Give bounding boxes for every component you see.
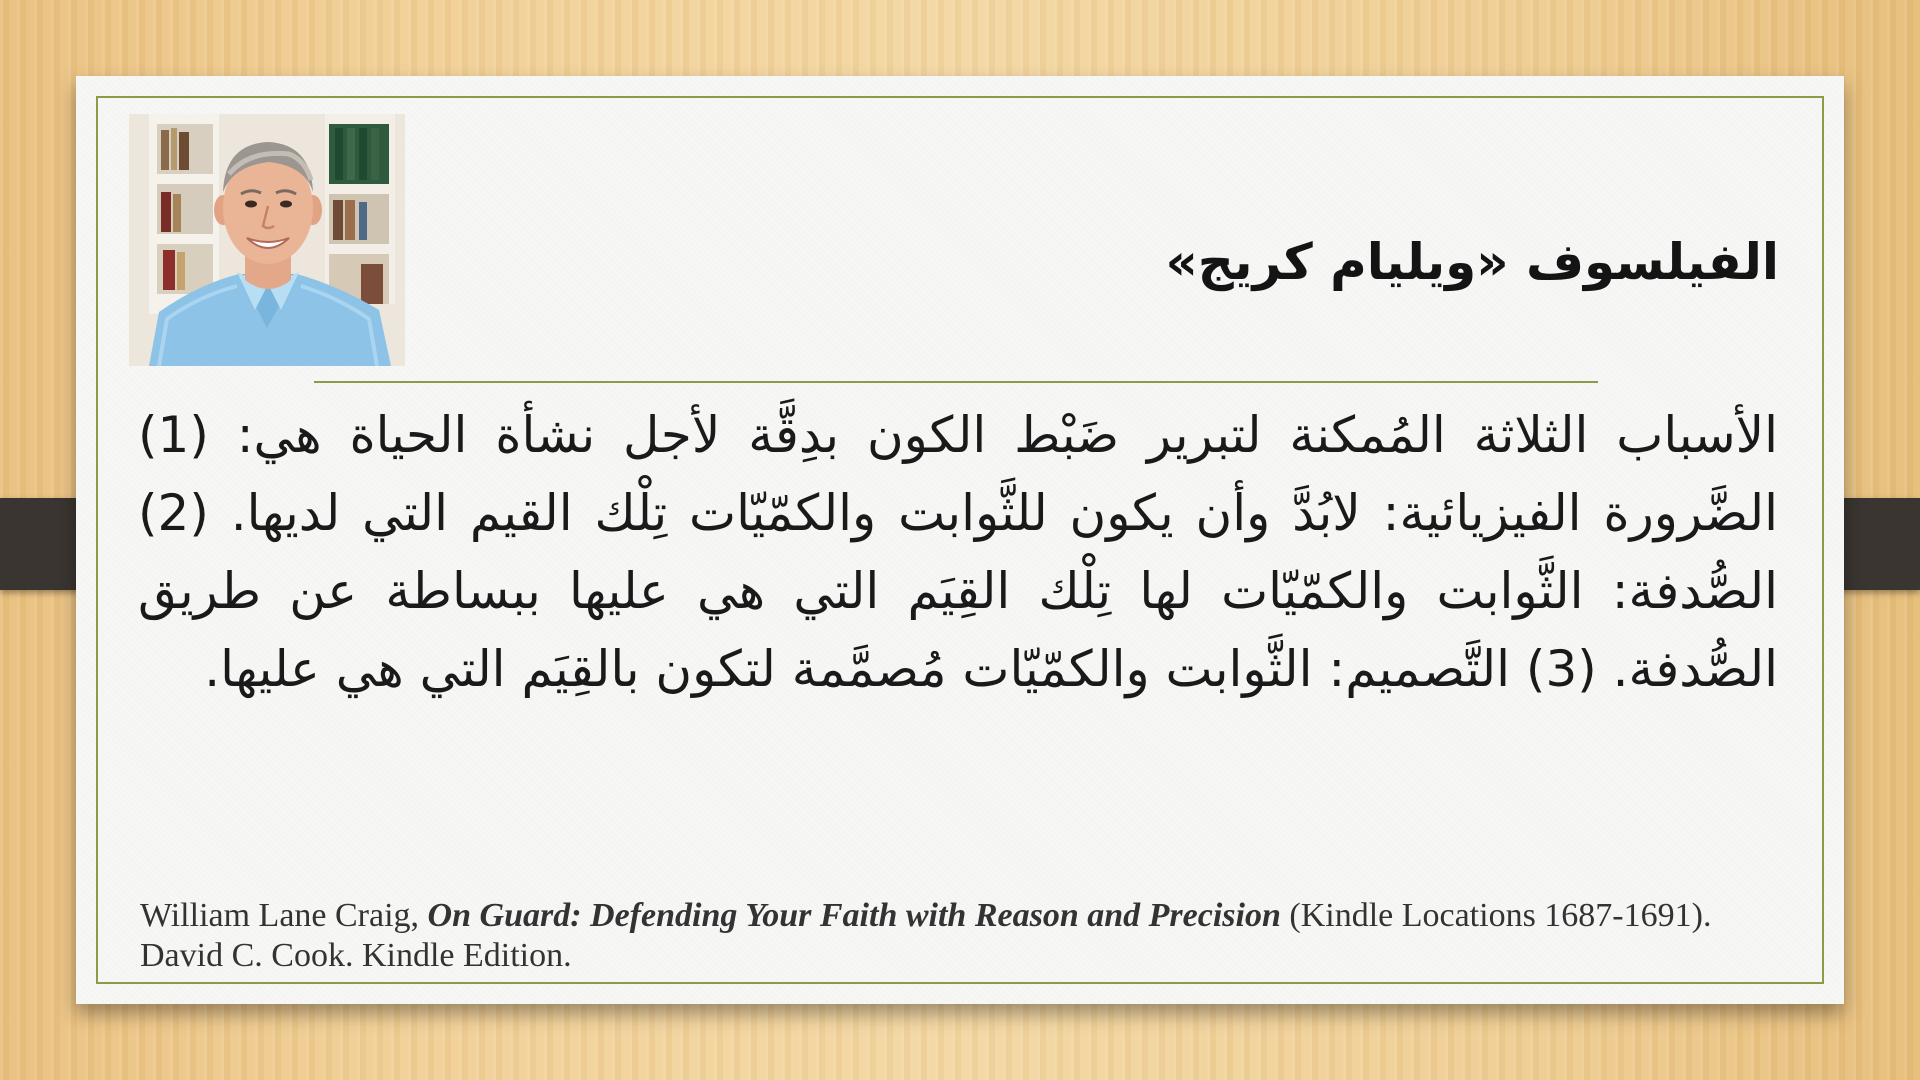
citation-details: (Kindle Locations 1687-1691). David C. Cook. Kindle Edition. [140,897,1712,974]
citation-book-title: On Guard: Defending Your Faith with Reason and Precision [427,897,1281,934]
citation-author: William Lane Craig, [140,897,428,934]
quote-card [76,76,1844,1004]
slide-title: الفيلسوف «ويليام كريج» [1165,233,1779,291]
quote-body: الأسباب الثلاثة المُمكنة لتبرير ضَبْط الكون بدِقَّة لأجل نشأة الحياة هي: (1) الضَّرورة الفيزيائية: لابُدَّ وأن يكون للثَّوابت والكمّيّات تِلْك القيم التي لديها. (2) الصُّدفة: الثَّوابت والكمّيّات لها تِلْك القِيَم التي هي عليها ببساطة عن طريق الصُّدفة. (3) التَّصميم: الثَّوابت والكمّيّات مُصمَّمة لتكون بالقِيَم التي هي عليها. [138,406,1778,698]
citation [140,896,1720,976]
title-divider [314,381,1598,383]
author-portrait [129,114,405,366]
